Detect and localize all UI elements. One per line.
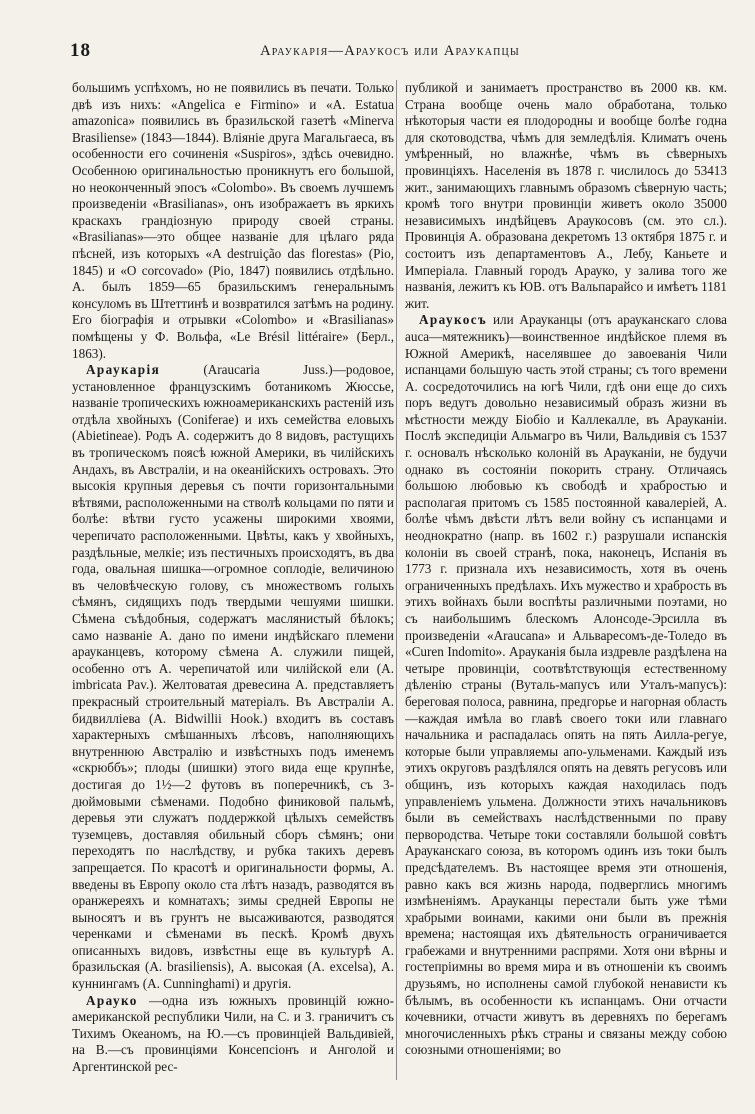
entry-araucos (405, 312, 727, 1059)
entry-text: (Araucaria Juss.)—родовое, установленное французскимъ ботаникомъ Жюссье, названіе тропическихъ южноамериканскихъ растеній изъ отдѣла хвойныхъ (Coniferae) и ихъ семейства еловыхъ (Abietineae). Родъ А. содержитъ до 8 видовъ, растущихъ въ тропическомъ поясѣ южной Америки, въ чилійскихъ Андахъ, въ Австраліи, и на океанійскихъ островахъ. Это высокія крупныя деревья съ почти горизонтальными вѣтвями, расположенными на стволѣ кольцами по пяти и болѣе: вѣтви густо усажены широкими хвоями, черепичато расположенными. Цвѣты, какъ у хвойныхъ, раздѣльные, мелкіе; изъ пестичныхъ происходятъ, въ два года, овальная шишка—огромное соплодіе, величиною въ человѣческую голову, съ множествомъ голыхъ сѣмянъ, сидящихъ подъ твердыми чешуями шишки. Сѣмена съѣдобныя, содержатъ маслянистый бѣлокъ; само названіе А. дано по имени индѣйскаго племени арауканцевъ, которому сѣмена А. служили пищей, особенно отъ А. черепичатой или чилійской ели (A. imbricata Pav.). Желтоватая древесина А. представляетъ прекрасный строительный матеріалъ. Въ Австраліи А. бидвилліева (A. Bidwillii Hook.) входитъ въ составъ характерныхъ смѣшанныхъ лѣсовъ, наполняющихъ внутреннюю Австралію и извѣстныхъ подъ именемъ «скрюббъ»; плоды (шишки) этого вида еще крупнѣе, достигая до 1½—2 футовъ въ поперечникѣ, съ 3-дюймовыми сѣменами. Подобно финиковой пальмѣ, деревья эти служатъ поддержкой цѣлыхъ семействъ туземцевъ, доставляя обильный сборъ сѣмянъ; они переходятъ по наслѣдству, и рубка такихъ деревъ запрещается. По красотѣ и оригинальности формы, А. введены въ Европу около ста лѣтъ назадъ, разводятся въ оранжереяхъ и комнатахъ; зимы средней Европы не выносятъ и въ грунтъ не высаживаются, разводятся черенками и сѣменами въ пескѣ. Кромѣ двухъ описанныхъ видовъ, извѣстны еще въ культурѣ А. бразильская (A. brasiliensis), А. высокая (A. excelsa), А. куннингамъ (A. Cunninghami) и другія. (72, 362, 394, 992)
right-column (405, 80, 727, 1080)
page-number: 18 (70, 40, 91, 61)
headword: Арауко (86, 992, 138, 1008)
left-column (72, 80, 394, 1080)
page-header (70, 40, 710, 64)
headword: Араукосъ (419, 312, 488, 328)
paragraph-text: публикой и занимаетъ пространство въ 2000 кв. км. Страна вообще очень мало обработана, только нѣкоторыя части ея плодородны и вообще болѣе годна для скотоводства, чѣмъ для земледѣлія. Климатъ очень умѣренный, но влажнѣе, чѣмъ въ сѣверныхъ провинціяхъ. Населенія въ 1878 г. числилось до 53413 жит., занимающихъ главнымъ образомъ сѣверную часть; кромѣ того внутри провинціи живетъ около 35000 независимыхъ индѣйцевъ Араукосовъ (см. это сл.). Провинція А. образована декретомъ 13 октября 1875 г. и состоитъ изъ департаментовъ А., Лебу, Каньете и Имперіала. Главный городъ Арауко, у залива того же названія, лежитъ къ ЮВ. отъ Вальпарайсо и имѣетъ 1181 жит. (405, 80, 727, 311)
paragraph-text: большимъ успѣхомъ, но не появились въ печати. Только двѣ изъ нихъ: «Angelica e Firmino» и «A. Estatua amazonica» появились въ бразильской газетѣ «Minerva Brasiliense» (1843—1844). Вліяніе друга Магальгаеса, въ особенности его сочиненія «Suspiros», здѣсь очевидно. Особенною оригинальностью проникнутъ его большой, но неоконченный эпосъ «Colombo». Въ своемъ лучшемъ произведеніи «Brasilianas», онъ изображаетъ въ яркихъ краскахъ грандіозную природу своей страны. «Brasilianas»—это общее названіе для цѣлаго ряда пѣсней, изъ которыхъ «A destruição das florestas» (Pio, 1845) и «O corcovado» (Pio, 1847) появились отдѣльно. А. былъ 1859—65 бразильскимъ генеральнымъ консуломъ въ Штеттинѣ и возвратился затѣмъ на родину. Его біографія и отрывки «Colombo» и «Brasilianas» помѣщены у Ф. Вольфа, «Le Brésil littéraire» (Берл., 1863). (72, 80, 394, 361)
entry-arauco (72, 993, 394, 1076)
headword: Араукарія (86, 362, 161, 378)
entry-araucaria (72, 362, 394, 993)
paragraph-arauco-continued (405, 80, 727, 312)
paragraph-aeaujo-continued (72, 80, 394, 362)
running-head: Араукарія—Араукосъ или Араукапцы (260, 43, 520, 59)
entry-text: —одна изъ южныхъ провинцій южно-американской республики Чили, на С. и З. граничитъ съ Тихимъ Океаномъ, на Ю.—съ провинціей Вальдивіей, на В.—съ провинціями Консепсіонъ и Анголой и Аргентинской рес- (72, 992, 394, 1075)
column-divider (396, 80, 397, 1080)
entry-text: или Арауканцы (отъ арауканскаго слова auca—мятежникъ)—воинственное индѣйское племя въ Южной Америкѣ, населявшее до завоеванія Чили испанцами большую часть этой страны; съ того времени А. сосредоточились на югѣ Чили, гдѣ они еще до сихъ поръ ведутъ довольно независимый образъ жизни въ мѣстности между Біобіо и Каллекалле, въ Арауканіи. Послѣ экспедиціи Альмагро въ Чили, Вальдивія съ 1537 г. основалъ нѣсколько колоній въ Арауканіи, не будучи однако въ состояніи покорить страну. Отличаясь большою любовью къ свободѣ и храбростью и располагая притомъ съ 1585 постоянной кавалеріей, А. болѣе чѣмъ двѣсти лѣтъ вели войну съ испанцами и неоднократно (напр. въ 1602 г.) разрушали испанскія колоніи въ своей странѣ, пока, наконецъ, Испанія въ 1773 г. признала ихъ независимость, хотя въ очень ограниченныхъ предѣлахъ. Ихъ мужество и храбрость въ этихъ войнахъ были воспѣты различными поэтами, но съ наибольшимъ блескомъ Алонсоде-Эрсилла въ произведеніи «Araucana» и Альваресомъ-де-Толедо въ «Curen Indomito». Арауканія была издревле раздѣлена на четыре провинціи, соотвѣтствующія естественному дѣленію страны (Вуталь-мапусъ или Уталъ-мапусъ): береговая полоса, равнина, предгорье и нагорная область—каждая имѣла во главѣ своего токи или главнаго начальника и распадалась опять на пять Аилла-регуе, которые были управляемы апо-ульменами. Каждый изъ этихъ округовъ раздѣлялся опять на девять регусовъ или общинъ, изъ которыхъ каждая находилась подъ управленіемъ ульмена. Должности этихъ начальниковъ были въ семействахъ наслѣдственными по праву первородства. Четыре токи составляли большой совѣтъ Арауканскаго союза, въ которомъ одинъ изъ токи былъ предсѣдателемъ. Въ настоящее время эти отношенія, равно какъ вся жизнь народа, подверглись многимъ измѣненіямъ. Арауканцы перестали быть уже тѣми храбрыми воинами, какими они были въ прежнія времена; настоящая ихъ дѣятельность ограничивается грабежами и внутренними распрями. Хотя они вѣрны и гостепріимны во время мира и въ отношеніи къ своимъ друзьямъ, но исполнены самой глубокой ненависти къ бѣлымъ, въ особенности къ испанцамъ. Они отчасти кочевники, отчасти живутъ въ деревняхъ по берегамъ многочисленныхъ рѣкъ страны и связаны между собою союзными отношеніями; во (405, 312, 727, 1058)
